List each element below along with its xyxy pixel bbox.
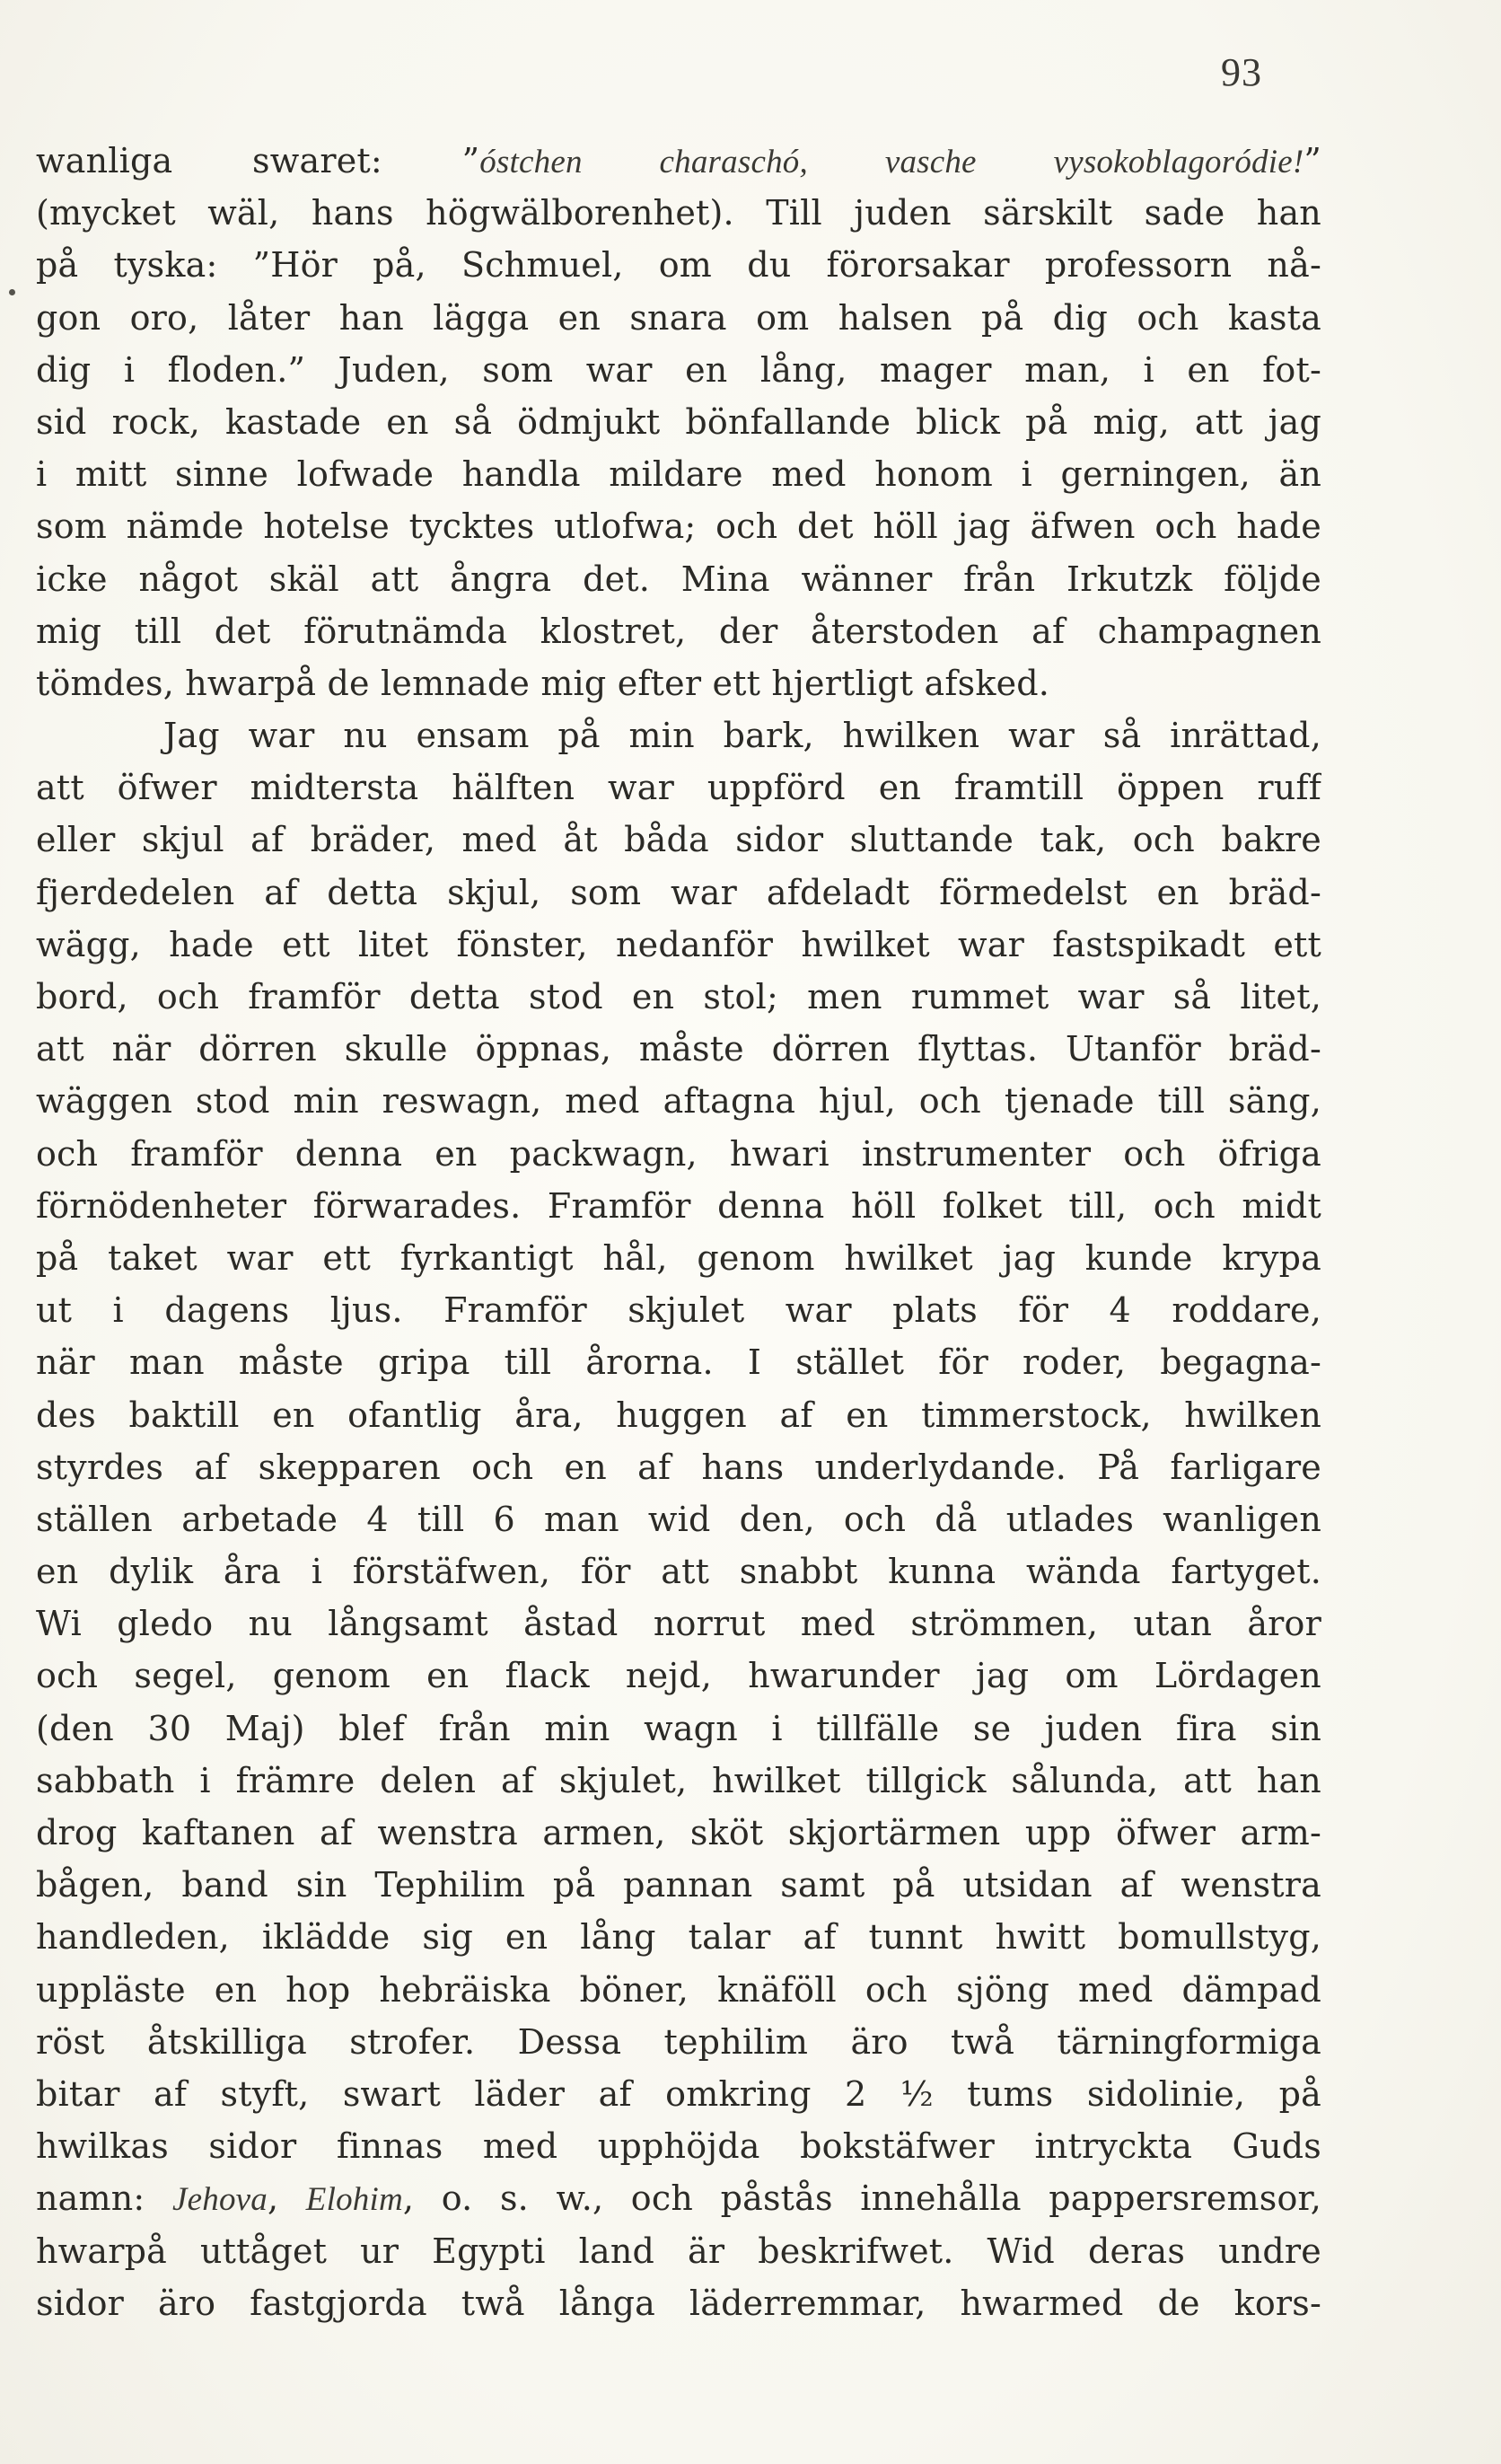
text-segment: wanliga swaret: ”: [36, 141, 480, 180]
text-segment: handleden, iklädde sig en lång talar af tunnt hwitt bomullstyg,: [36, 1917, 1321, 1958]
text-segment: (den 30 Maj) blef från min wagn i tillfälle se juden fira sin: [36, 1708, 1321, 1748]
text-segment: tömdes, hwarpå de lemnade mig efter ett hjertligt afsked.: [36, 663, 1050, 703]
text-segment: att när dörren skulle öppnas, måste dörren flyttas. Utanför bräd-: [36, 1029, 1321, 1069]
text-line: [36, 448, 1321, 500]
text-line: [36, 1703, 1321, 1755]
italic-text: Jehova: [172, 2181, 268, 2219]
text-segment: (mycket wäl, hans högwälborenhet). Till juden särskilt sade han: [36, 193, 1321, 233]
text-line: [36, 1964, 1321, 2016]
text-segment: när man måste gripa till årorna. I stället för roder, begagna-: [36, 1342, 1321, 1383]
text-segment: och framför denna en packwagn, hwari instrumenter och öfriga: [36, 1133, 1321, 1174]
text-segment: gon oro, låter han lägga en snara om halsen på dig och kasta: [36, 297, 1321, 338]
text-segment: fjerdedelen af detta skjul, som war afdeladt förmedelst en bräd-: [36, 872, 1321, 912]
text-line: [36, 2016, 1321, 2068]
text-segment: mig till det förutnämda klostret, der återstoden af champagnen: [36, 611, 1321, 651]
text-line: [36, 292, 1321, 344]
text-segment: som nämde hotelse tycktes utlofwa; och det höll jag äfwen och hade: [36, 506, 1321, 547]
text-line: [36, 1493, 1321, 1545]
text-line: [36, 1232, 1321, 1284]
text-segment: bågen, band sin Tephilim på pannan samt på utsidan af wenstra: [36, 1865, 1321, 1905]
text-segment: sabbath i främre delen af skjulet, hwilket tillgick sålunda, att han: [36, 1760, 1321, 1800]
text-line: [36, 1128, 1321, 1180]
text-segment: hwarpå uttåget ur Egypti land är beskrifwet. Wid deras undre: [36, 2231, 1321, 2271]
text-segment: i mitt sinne lofwade handla mildare med honom i gerningen, än: [36, 454, 1321, 495]
text-segment: förnödenheter förwarades. Framför denna höll folket till, och midt: [36, 1185, 1321, 1226]
text-line: [36, 500, 1321, 552]
text-line: [36, 1755, 1321, 1807]
text-segment: , o. s. w., och påstås innehålla pappersremsor,: [402, 2178, 1321, 2219]
body-text: [36, 135, 1321, 2329]
text-segment: ställen arbetade 4 till 6 man wid den, och då utlades wanligen: [36, 1499, 1321, 1539]
text-line: [36, 1650, 1321, 1702]
text-line: [36, 2172, 1321, 2224]
text-segment: drog kaftanen af wenstra armen, sköt skjortärmen upp öfwer arm-: [36, 1813, 1321, 1852]
text-line: [36, 971, 1321, 1023]
text-line: [36, 1075, 1321, 1127]
text-segment: des baktill en ofantlig åra, huggen af en timmerstock, hwilken: [36, 1395, 1321, 1435]
text-segment: ”: [1304, 141, 1321, 180]
text-segment: dig i floden.” Juden, som war en lång, mager man, i en fot-: [36, 349, 1321, 390]
text-line: [36, 657, 1321, 709]
ink-spot: [9, 289, 15, 295]
text-segment: bord, och framför detta stod en stol; men rummet war så litet,: [36, 977, 1321, 1016]
text-segment: wäggen stod min reswagn, med aftagna hjul, och tjenade till säng,: [36, 1081, 1321, 1122]
text-line: [36, 867, 1321, 919]
text-line: [36, 1859, 1321, 1911]
page-number: 93: [1221, 50, 1262, 94]
text-line: [36, 1545, 1321, 1597]
text-line: [36, 919, 1321, 971]
text-segment: ,: [267, 2178, 306, 2219]
text-line: [36, 709, 1321, 761]
text-line: [36, 761, 1321, 814]
text-segment: sid rock, kastade en så ödmjukt bönfallande blick på mig, att jag: [36, 401, 1321, 442]
text-segment: att öfwer midtersta hälften war uppförd en framtill öppen ruff: [36, 768, 1321, 808]
text-segment: sidor äro fastgjorda twå långa läderremmar, hwarmed de kors-: [36, 2283, 1321, 2323]
text-segment: Jag war nu ensam på min bark, hwilken war så inrättad,: [163, 716, 1321, 756]
text-segment: röst åtskilliga strofer. Dessa tephilim äro twå tärningformiga: [36, 2021, 1321, 2062]
text-segment: och segel, genom en flack nejd, hwarunder jag om Lördagen: [36, 1656, 1321, 1696]
text-segment: hwilkas sidor finnas med upphöjda bokstäfwer intryckta Guds: [36, 2126, 1321, 2167]
text-line: [36, 1389, 1321, 1441]
text-line: [36, 2225, 1321, 2277]
text-segment: eller skjul af bräder, med åt båda sidor sluttande tak, och bakre: [36, 820, 1321, 860]
text-line: [36, 1284, 1321, 1336]
text-line: [36, 1336, 1321, 1388]
text-line: [36, 2277, 1321, 2329]
text-segment: uppläste en hop hebräiska böner, knäföll och sjöng med dämpad: [36, 1969, 1321, 2010]
text-segment: Wi gledo nu långsamt åstad norrut med strömmen, utan åror: [36, 1604, 1321, 1644]
text-line: [36, 1807, 1321, 1859]
text-line: [36, 1597, 1321, 1650]
text-segment: på tyska: ”Hör på, Schmuel, om du förorsakar professorn nå-: [36, 245, 1321, 286]
text-line: [36, 2068, 1321, 2120]
text-line: [36, 239, 1321, 291]
text-segment: en dylik åra i förstäfwen, för att snabbt kunna wända fartyget.: [36, 1552, 1321, 1592]
text-line: [36, 1441, 1321, 1493]
text-segment: ut i dagens ljus. Framför skjulet war plats för 4 roddare,: [36, 1290, 1321, 1331]
text-line: [36, 396, 1321, 448]
text-segment: namn:: [36, 2178, 172, 2219]
italic-text: Elohim: [305, 2181, 403, 2219]
italic-text: óstchen charaschó, vasche vysokoblagoródie!: [479, 144, 1304, 180]
text-line: [36, 1023, 1321, 1075]
text-segment: på taket war ett fyrkantigt hål, genom hwilket jag kunde krypa: [36, 1237, 1321, 1278]
text-segment: icke något skäl att ångra det. Mina wänner från Irkutzk följde: [36, 559, 1321, 599]
text-line: [36, 1911, 1321, 1963]
text-line: [36, 135, 1321, 187]
text-line: [36, 814, 1321, 866]
text-line: [36, 344, 1321, 396]
text-segment: wägg, hade ett litet fönster, nedanför hwilket war fastspikadt ett: [36, 924, 1321, 964]
text-segment: bitar af styft, swart läder af omkring 2 ½ tums sidolinie, på: [36, 2073, 1321, 2114]
text-line: [36, 187, 1321, 239]
text-line: [36, 605, 1321, 657]
text-segment: styrdes af skepparen och en af hans underlydande. På farligare: [36, 1447, 1321, 1487]
text-line: [36, 2120, 1321, 2172]
text-line: [36, 553, 1321, 605]
text-line: [36, 1180, 1321, 1232]
